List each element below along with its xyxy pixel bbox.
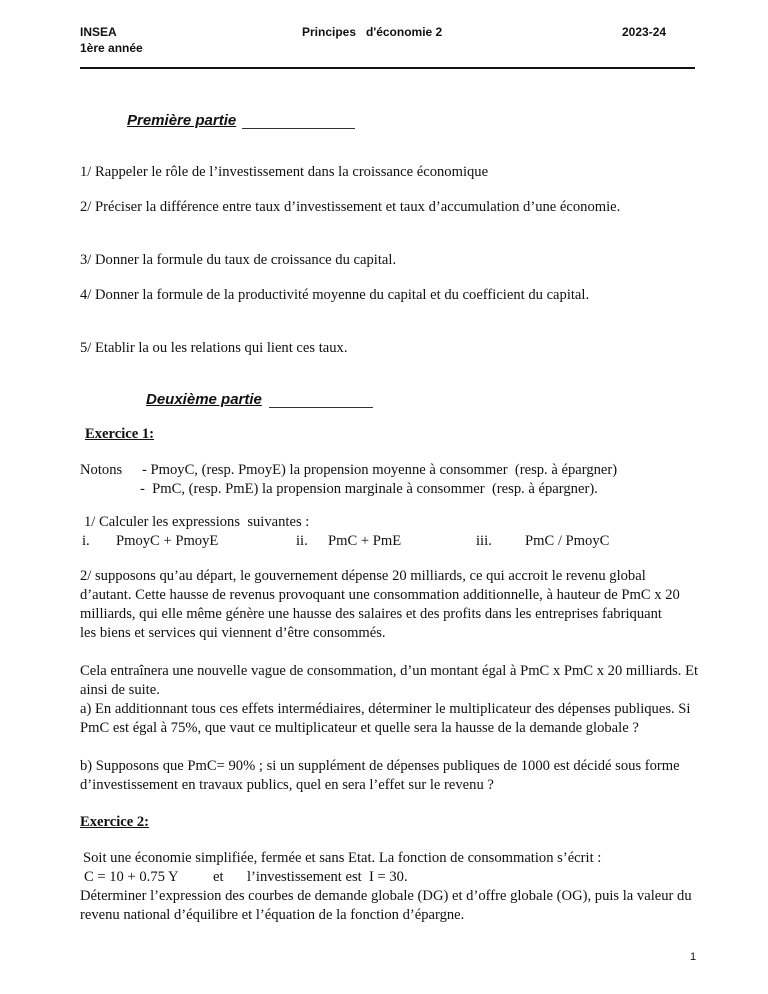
header-course-title: Principes d'économie 2: [302, 25, 443, 39]
part1-question-5: 5/ Etablir la ou les relations qui lient ces taux.: [80, 340, 348, 356]
header-year-level: 1ère année: [80, 41, 143, 55]
part1-question-2: 2/ Préciser la différence entre taux d’investissement et taux d’accumulation d’une économie.: [80, 199, 621, 215]
exercise1-q1-item-i-expr: PmoyC + PmoyE: [116, 533, 219, 549]
part2-title: Deuxième partie: [146, 391, 262, 408]
part1-title-underline: [242, 128, 355, 129]
part1-question-4: 4/ Donner la formule de la productivité moyenne du capital et du coefficient du capital.: [80, 287, 590, 303]
exercise1-notation-line-1: - PmoyC, (resp. PmoyE) la propension moyenne à consommer (resp. à épargner): [142, 462, 618, 478]
exercise2-intro: Soit une économie simplifiée, fermée et sans Etat. La fonction de consommation s’écrit :: [83, 850, 602, 866]
exercise1-q1-item-iii-expr: PmC / PmoyC: [525, 533, 610, 549]
exercise1-q1-item-iii-num: iii.: [476, 533, 492, 549]
exercise2-title: Exercice 2:: [80, 814, 150, 830]
exercise2-task: Déterminer l’expression des courbes de demande globale (DG) et d’offre globale (OG), puis la valeur du revenu national d’équilibre et l’équation de la fonction d’épargne.: [80, 888, 692, 923]
page-number: 1: [690, 951, 697, 963]
exercise1-q2-paragraph-1: 2/ supposons qu’au départ, le gouvernement dépense 20 milliards, ce qui accroit le revenu global d’autant. Cette hausse de revenus provoquant une consommation additionnelle, à hauteur de PmC x 20 milliards, qui elle même génère une hausse des salaires et des profits dans les entreprises fabriquant les biens et services qui viennent d’être consommés.: [80, 568, 680, 641]
header-divider: [80, 67, 695, 69]
exercise1-notation-intro: Notons: [80, 462, 123, 478]
exercise1-q1-intro: 1/ Calculer les expressions suivantes :: [84, 514, 310, 530]
exercise2-investment: l’investissement est I = 30.: [247, 869, 408, 885]
exercise1-q2-part-a: a) En additionnant tous ces effets intermédiaires, déterminer le multiplicateur des dépenses publiques. Si PmC est égal à 75%, que vaut ce multiplicateur et quelle sera la hausse de la demande globale ?: [80, 701, 691, 736]
exercise1-q1-item-ii-num: ii.: [296, 533, 308, 549]
exercise1-q1-item-i-num: i.: [82, 533, 90, 549]
exercise1-q2-paragraph-2: Cela entraînera une nouvelle vague de consommation, d’un montant égal à PmC x PmC x 20 milliards. Et ainsi de suite.: [80, 663, 699, 698]
part1-question-3: 3/ Donner la formule du taux de croissance du capital.: [80, 252, 397, 268]
exercise1-notation-line-2: - PmC, (resp. PmE) la propension marginale à consommer (resp. à épargner).: [140, 481, 598, 497]
part1-question-1: 1/ Rappeler le rôle de l’investissement dans la croissance économique: [80, 164, 489, 180]
exercise2-connector: et: [213, 869, 224, 885]
exercise1-q1-item-ii-expr: PmC + PmE: [328, 533, 402, 549]
exercise1-q2-part-b: b) Supposons que PmC= 90% ; si un supplément de dépenses publiques de 1000 est décidé sous forme d’investissement en travaux publics, quel en sera l’effet sur le revenu ?: [80, 758, 680, 793]
header-institution: INSEA: [80, 25, 117, 39]
exercise2-consumption-function: C = 10 + 0.75 Y: [84, 869, 179, 885]
part2-title-underline: [269, 407, 373, 408]
part1-title: Première partie: [127, 112, 237, 129]
header-academic-year: 2023-24: [622, 25, 667, 39]
exercise1-title: Exercice 1:: [85, 426, 155, 442]
